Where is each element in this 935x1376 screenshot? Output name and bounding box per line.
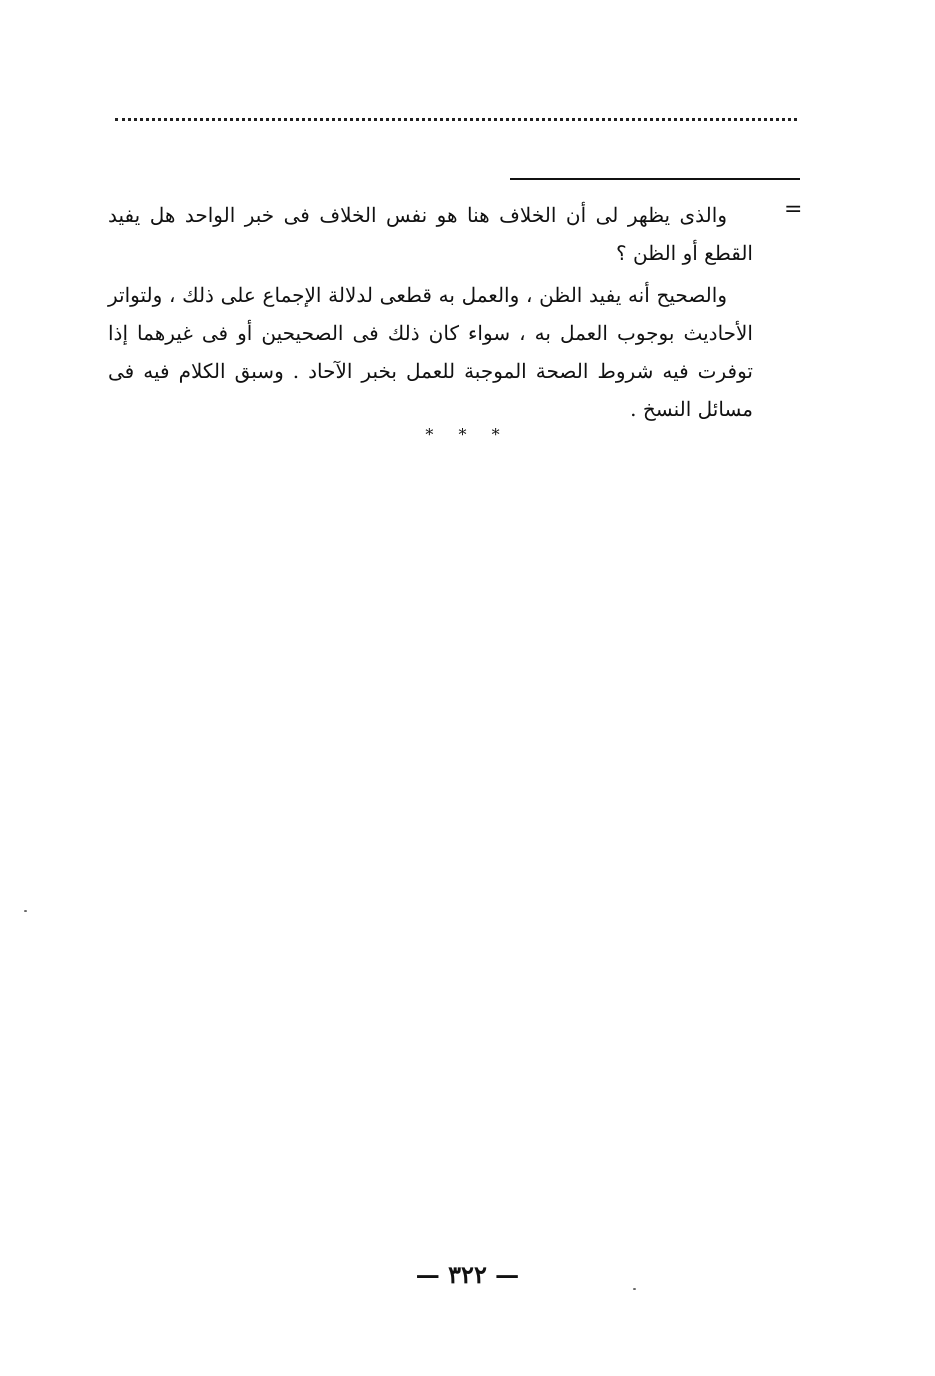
footnote-text — [108, 196, 753, 428]
section-separator-stars: * * * — [425, 425, 510, 444]
continuation-mark: = — [784, 197, 803, 222]
page-number: — ٣٢٢ — — [415, 1260, 520, 1289]
footnote-paragraph-1: والذى يظهر لى أن الخلاف هنا هو نفس الخلاف فى خبر الواحد هل يفيد القطع أو الظن ؟ — [108, 203, 753, 265]
scan-speck — [24, 910, 27, 912]
scan-speck — [633, 1288, 636, 1290]
footnote-paragraph-2: والصحيح أنه يفيد الظن ، والعمل به قطعى لدلالة الإجماع على ذلك ، ولتواتر الأحاديث بوجوب العمل به ، سواء كان ذلك فى الصحيحين أو فى غيرهما إذا توفرت فيه شروط الصحة الموجبة للعمل بخبر الآحاد . وسبق الكلام فيه فى مسائل النسخ . — [108, 283, 753, 421]
header-dotted-rule — [115, 118, 797, 121]
footnote-rule — [510, 178, 800, 180]
